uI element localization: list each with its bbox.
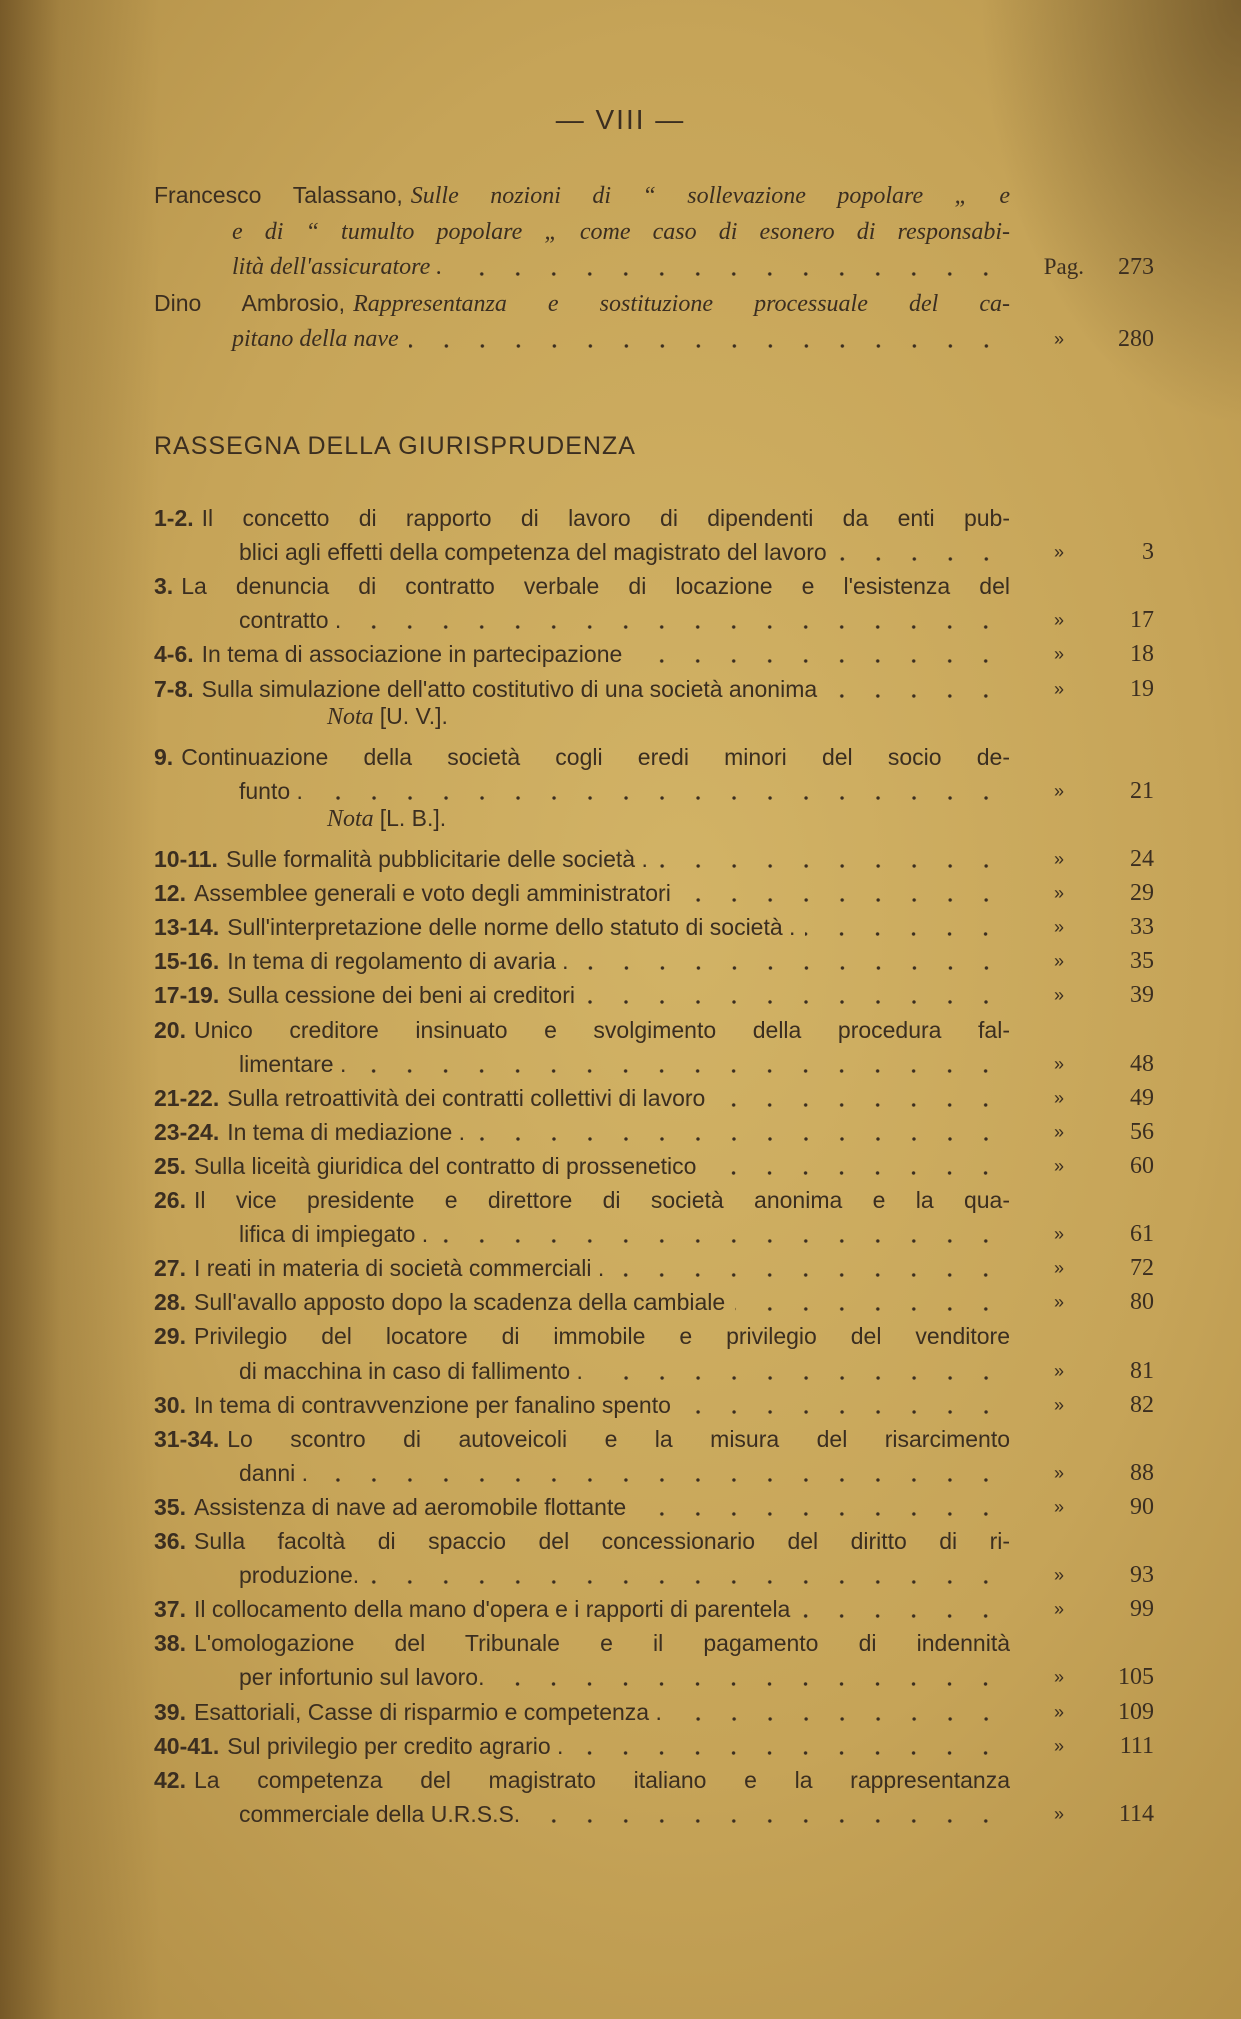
toc-line-text (154, 1732, 1010, 1760)
entry-number: 30. (154, 1391, 186, 1418)
toc-line (154, 907, 1154, 941)
toc-line-text (239, 1357, 1010, 1385)
entry-number: 20. (154, 1016, 186, 1043)
article-title-line: lità dell'assicuratore . (232, 254, 443, 280)
dot-leader (706, 1166, 1004, 1176)
entry-title (154, 1595, 790, 1623)
entry-number: 39. (154, 1698, 186, 1725)
toc-line (154, 1726, 1154, 1760)
toc-line-text (154, 1629, 1010, 1657)
entry-number: 17-19. (154, 982, 220, 1009)
page-marker: » (1053, 1496, 1064, 1517)
dot-leader (681, 1405, 1004, 1415)
toc-line-text (239, 1663, 1010, 1691)
page-marker: » (1053, 542, 1064, 563)
note-initials: [L. B.]. (379, 804, 447, 831)
entry-title (154, 289, 1010, 317)
entry-number: 25. (154, 1152, 186, 1179)
toc-line-text (239, 1220, 1010, 1248)
toc-line-text (154, 504, 1010, 532)
entry-number: 1-2. (154, 505, 194, 531)
dot-leader (579, 961, 1004, 971)
page-number: 280 (1118, 326, 1154, 352)
toc-line-text (154, 640, 1010, 668)
entry-title (154, 640, 622, 668)
page-marker: » (1053, 1462, 1064, 1483)
toc-line (154, 1555, 1154, 1589)
entry-title-line: La competenza del magistrato italiano e la rappresentanza (193, 1766, 1010, 1793)
entry-title-line: La denuncia di contratto verbale di locazione e l'esistenza del (181, 573, 1010, 600)
dot-leader (658, 859, 1004, 869)
page-marker: » (1053, 849, 1064, 869)
toc-line (154, 1521, 1154, 1555)
entry-title (154, 181, 1010, 209)
page-number: 3 (1142, 539, 1154, 566)
entry-title-line: Sull'avallo apposto dopo la scadenza della cambiale (193, 1289, 726, 1316)
toc-line-text (154, 1186, 1010, 1214)
entry-title-line: Continuazione della società cogli eredi minori del socio de- (181, 743, 1010, 770)
section-title: RASSEGNA DELLA GIURISPRUDENZA (154, 432, 636, 460)
entry-title-line: Assemblee generali e voto degli amministratori (193, 880, 671, 907)
entry-title (154, 1766, 1010, 1794)
entry-number: 28. (154, 1289, 186, 1316)
toc-line (154, 175, 1154, 209)
toc-line (154, 1760, 1154, 1794)
dot-leader (409, 339, 1004, 349)
entry-title (154, 913, 795, 941)
toc-line-text (154, 879, 1010, 907)
entry-title-line: Sulle formalità pubblicitarie delle società . (225, 846, 648, 872)
entry-title (154, 1254, 604, 1282)
dot-leader (837, 552, 1004, 562)
entry-title (154, 1493, 626, 1521)
entry-title-line: L'omologazione del Tribunale e il pagamento di indennità (193, 1630, 1010, 1657)
entry-title-line: In tema di contravvenzione per fanalino spento (193, 1391, 671, 1418)
toc-line-text (239, 1800, 1010, 1828)
entry-title-line: Il vice presidente e direttore di società anonima e la qua- (193, 1187, 1010, 1213)
entry-title-line: produzione. (239, 1562, 360, 1589)
page-marker: » (1053, 883, 1064, 904)
entry-title (154, 1084, 705, 1112)
toc-line-text (154, 1322, 1010, 1350)
toc-line-text (154, 1698, 1010, 1726)
entry-title-line: I reati in materia di società commerciali . (193, 1255, 605, 1282)
entry-number: 26. (154, 1187, 186, 1213)
entry-title (154, 1016, 1010, 1044)
entry-title (239, 1050, 346, 1078)
entry-title (154, 947, 569, 975)
page-marker: » (1053, 1803, 1064, 1824)
page-number: 29 (1130, 880, 1154, 907)
entry-title-line: Il concetto di rapporto di lavoro di dipendenti da enti pub- (201, 505, 1010, 531)
entry-title-line: Sull'interpretazione delle norme dello statuto di società . (227, 914, 796, 941)
entry-title-line: contratto . (239, 607, 342, 634)
toc-line (154, 566, 1154, 600)
entry-number: 40-41. (154, 1732, 220, 1759)
page-marker: » (1053, 951, 1064, 972)
toc-line (154, 873, 1154, 907)
toc-line-text (154, 1016, 1010, 1044)
entry-title (154, 1118, 465, 1146)
dot-leader (827, 689, 1004, 699)
toc-line-text (232, 217, 1010, 245)
toc-line-text (154, 981, 1010, 1009)
toc-line (154, 1146, 1154, 1180)
entry-title (154, 1288, 725, 1316)
toc-line (154, 1180, 1154, 1214)
entry-note (327, 805, 446, 833)
article-title-line: Rappresentanza e sostituzione processuale del ca- (353, 291, 1010, 317)
entry-number: 37. (154, 1596, 186, 1623)
page-marker: » (1053, 1121, 1064, 1142)
page-number: 35 (1130, 948, 1154, 975)
dot-leader (585, 995, 1004, 1005)
entry-title (239, 777, 303, 805)
toc-line (154, 1657, 1154, 1691)
entry-number: 36. (154, 1528, 186, 1554)
entry-title (154, 1527, 1010, 1555)
entry-title-line: Unico creditore insinuato e svolgimento della procedura fal- (193, 1016, 1010, 1043)
entry-note (327, 703, 448, 731)
entry-title-line: Sulla simulazione dell'atto costitutivo di una società anonima (201, 675, 818, 702)
dot-leader (672, 1712, 1004, 1722)
entry-title-line: Sul privilegio per credito agrario . (227, 1732, 564, 1759)
entry-title-line: funto . (239, 777, 303, 804)
dot-leader (715, 1098, 1004, 1108)
page-number: 48 (1130, 1050, 1154, 1077)
page-marker: » (1053, 1292, 1064, 1313)
page-number: 90 (1130, 1493, 1154, 1520)
page-marker: » (1053, 1394, 1064, 1415)
entry-title (154, 1629, 1010, 1657)
entry-title (154, 1391, 671, 1419)
toc-line-text (239, 777, 1010, 805)
page-marker: » (1053, 985, 1064, 1006)
dot-leader (351, 620, 1004, 630)
toc-line (154, 839, 1154, 873)
page-number: 93 (1130, 1562, 1154, 1589)
entry-title (232, 324, 399, 353)
entry-title (232, 217, 1010, 245)
dot-leader (475, 1132, 1004, 1142)
toc-line-text (154, 1118, 1010, 1146)
toc-line-text (154, 1084, 1010, 1112)
page-marker: » (1053, 1224, 1064, 1245)
toc-line (154, 1794, 1154, 1828)
entry-title (154, 1425, 1010, 1453)
toc-line-text (154, 1391, 1010, 1419)
entry-title (232, 252, 442, 281)
toc-line-text (154, 743, 1010, 771)
entry-title-line: danni . (239, 1459, 309, 1486)
toc-line (154, 283, 1154, 317)
toc-line (154, 1248, 1154, 1282)
toc-line (154, 1214, 1154, 1248)
dot-leader (530, 1814, 1004, 1824)
entry-title (239, 1561, 359, 1589)
page-marker: » (1053, 1258, 1064, 1279)
entry-number: 42. (154, 1766, 186, 1793)
entry-title-line: In tema di associazione in partecipazione (201, 641, 623, 668)
toc-line-text (154, 1493, 1010, 1521)
dot-leader (494, 1677, 1004, 1687)
dot-leader (636, 1507, 1004, 1517)
entry-title (154, 1186, 1010, 1214)
toc-line (154, 1419, 1154, 1453)
toc-line-text (154, 1152, 1010, 1180)
dot-leader (313, 791, 1004, 801)
toc-line-text (154, 913, 1010, 941)
entry-number: 13-14. (154, 914, 220, 941)
entry-title (154, 981, 575, 1009)
entry-title-line: Privilegio del locatore di immobile e privilegio del venditore (193, 1323, 1010, 1350)
entry-number: 21-22. (154, 1084, 220, 1111)
entry-number: 9. (154, 743, 174, 770)
entry-title (154, 879, 671, 907)
note-label: Nota (327, 703, 374, 730)
page-number: 33 (1130, 914, 1154, 941)
toc-line (154, 1692, 1154, 1726)
page-number: 109 (1118, 1698, 1154, 1725)
page-number: 105 (1118, 1664, 1154, 1691)
entry-title (239, 606, 341, 634)
entry-number: 7-8. (154, 675, 194, 702)
entry-title-line: In tema di regolamento di avaria . (227, 948, 569, 975)
entry-title (239, 1459, 308, 1487)
entry-title (154, 1698, 662, 1726)
entry-title (154, 675, 817, 703)
entry-title-line: di macchina in caso di fallimento . (239, 1357, 583, 1384)
page-marker: » (1053, 678, 1064, 699)
toc-line (154, 1078, 1154, 1112)
toc-line-text (239, 1459, 1010, 1487)
dot-leader (614, 1268, 1004, 1278)
toc-line-text (239, 606, 1010, 634)
page-number: 56 (1130, 1118, 1154, 1145)
toc-line (154, 498, 1154, 532)
toc-line (154, 1112, 1154, 1146)
entry-title-line: Esattoriali, Casse di risparmio e competenza . (193, 1698, 662, 1725)
entry-number: 10-11. (154, 846, 218, 872)
page-marker: » (1053, 1155, 1064, 1176)
page-marker: Pag. (1043, 254, 1084, 279)
toc-line (154, 634, 1154, 668)
entry-title-line: commerciale della U.R.S.S. (239, 1800, 521, 1827)
entry-number: 27. (154, 1255, 186, 1282)
toc-line (154, 1316, 1154, 1350)
toc-line (154, 771, 1154, 805)
toc-line (154, 600, 1154, 634)
entry-title-line: blici agli effetti della competenza del magistrato del lavoro (239, 539, 827, 566)
toc-line-text (154, 675, 1010, 703)
entry-number: 38. (154, 1630, 186, 1657)
entry-title (154, 572, 1010, 600)
entry-number: 35. (154, 1493, 186, 1520)
article-author: Dino Ambrosio, (154, 290, 346, 316)
entry-title-line: Sulla liceità giuridica del contratto di prossenetico (193, 1152, 697, 1179)
note-label: Nota (327, 805, 374, 832)
page-number: 81 (1130, 1357, 1154, 1384)
page-marker: » (1053, 1565, 1064, 1586)
dot-leader (318, 1473, 1004, 1483)
page-marker: » (1053, 1360, 1064, 1381)
entry-title (154, 845, 648, 873)
page-number: 49 (1130, 1084, 1154, 1111)
toc-line-text (154, 1527, 1010, 1555)
article-title-line: Sulle nozioni di “ sollevazione popolare „ e (410, 183, 1010, 209)
dot-leader (356, 1064, 1004, 1074)
page-marker: » (1053, 1087, 1064, 1108)
page-number: 82 (1130, 1391, 1154, 1418)
entry-title-line: Sulla facoltà di spaccio del concessionario del diritto di ri- (193, 1528, 1010, 1554)
page-marker: » (1053, 644, 1064, 665)
page-number: 80 (1130, 1289, 1154, 1316)
toc-line-text (154, 947, 1010, 975)
page-number: 24 (1130, 846, 1154, 872)
entry-title (154, 1152, 696, 1180)
dot-leader (735, 1302, 1004, 1312)
page-number: 17 (1130, 607, 1154, 634)
toc-line (154, 1010, 1154, 1044)
page-number: 88 (1130, 1459, 1154, 1486)
page-number: 114 (1118, 1800, 1154, 1827)
page-marker: » (1053, 1735, 1064, 1756)
toc-line (154, 1487, 1154, 1521)
toc-line (154, 975, 1154, 1009)
entry-number: 12. (154, 880, 186, 907)
dot-leader (805, 927, 1004, 937)
entry-number: 3. (154, 573, 174, 600)
page-marker: » (1053, 780, 1064, 801)
entry-title-line: Assistenza di nave ad aeromobile flottante (193, 1493, 627, 1520)
toc-line-text (154, 289, 1010, 317)
toc-line-text (232, 324, 1010, 353)
entry-title-line: limentare . (239, 1050, 347, 1077)
page-number: 61 (1130, 1221, 1154, 1248)
toc-line (154, 532, 1154, 566)
page-number: 72 (1130, 1255, 1154, 1282)
toc-line-text (154, 572, 1010, 600)
entry-title (154, 1322, 1010, 1350)
entry-title-line: Sulla cessione dei beni ai creditori (227, 982, 575, 1009)
toc-line (154, 1623, 1154, 1657)
entry-title-line: lifica di impiegato . (239, 1221, 429, 1248)
page-number: 39 (1130, 982, 1154, 1009)
toc-line (154, 1282, 1154, 1316)
dot-leader (573, 1746, 1004, 1756)
toc-line (154, 1589, 1154, 1623)
page-number: 18 (1130, 641, 1154, 668)
entry-title (154, 504, 1010, 532)
dot-leader (632, 654, 1004, 664)
toc-line-text (239, 1050, 1010, 1078)
entry-title (239, 538, 827, 566)
entry-title (239, 1220, 428, 1248)
entry-number: 29. (154, 1323, 186, 1350)
page-marker: » (1053, 1599, 1064, 1620)
entry-title (154, 1732, 563, 1760)
toc-line (154, 669, 1154, 703)
page-number: 21 (1130, 777, 1154, 804)
toc-line (154, 211, 1154, 245)
toc-line-text (154, 181, 1010, 209)
toc-line (154, 1044, 1154, 1078)
entry-title (239, 1663, 484, 1691)
dot-leader (438, 1234, 1004, 1244)
toc-line-text (232, 252, 1010, 281)
entry-title-line: In tema di mediazione . (227, 1118, 466, 1145)
page-marker: » (1053, 1701, 1064, 1722)
toc-line (154, 1385, 1154, 1419)
article-title-line: pitano della nave (232, 326, 399, 352)
toc-line-text (154, 1595, 1010, 1623)
dot-leader (800, 1609, 1004, 1619)
toc-line (154, 1453, 1154, 1487)
page-marker: » (1053, 1667, 1064, 1688)
page-number: 99 (1130, 1596, 1154, 1623)
page-marker: » (1053, 917, 1064, 938)
toc-line (154, 737, 1154, 771)
entry-title (239, 1357, 583, 1385)
entry-title (154, 743, 1010, 771)
toc-line-text (154, 1766, 1010, 1794)
toc-line (154, 1351, 1154, 1385)
dot-leader (369, 1575, 1004, 1585)
page-number: 19 (1130, 675, 1154, 702)
entry-title-line: Sulla retroattività dei contratti collettivi di lavoro (227, 1084, 706, 1111)
page-number-header: — VIII — (555, 104, 686, 135)
entry-title-line: Lo scontro di autoveicoli e la misura del risarcimento (227, 1425, 1010, 1452)
dot-leader (452, 267, 1004, 277)
toc-line (154, 247, 1154, 281)
toc-line-text (154, 1425, 1010, 1453)
entry-title (239, 1800, 520, 1828)
toc-line-text (154, 1288, 1010, 1316)
page-marker: » (1053, 329, 1064, 349)
entry-number: 15-16. (154, 948, 220, 975)
entry-title-line: Il collocamento della mano d'opera e i rapporti di parentela (193, 1596, 791, 1623)
page-number: 60 (1130, 1152, 1154, 1179)
entry-number: 31-34. (154, 1425, 220, 1452)
toc-line-text (154, 1254, 1010, 1282)
article-author: Francesco Talassano, (154, 182, 403, 208)
note-initials: [U. V.]. (379, 702, 448, 729)
toc-line-text (239, 538, 1010, 566)
article-title-line: e di “ tumulto popolare „ come caso di esonero di responsabi- (232, 219, 1010, 245)
dot-leader (681, 893, 1004, 903)
page-marker: » (1053, 610, 1064, 631)
toc-line-text (239, 1561, 1010, 1589)
page-number: 273 (1118, 254, 1154, 280)
page-marker: » (1053, 1053, 1064, 1074)
toc-line (154, 319, 1154, 353)
dot-leader (593, 1371, 1004, 1381)
page-number: 111 (1119, 1732, 1154, 1759)
entry-number: 23-24. (154, 1118, 220, 1145)
entry-title-line: per infortunio sul lavoro. (239, 1664, 485, 1691)
toc-line-text (154, 845, 1010, 873)
toc-line (154, 941, 1154, 975)
entry-number: 4-6. (154, 641, 194, 668)
